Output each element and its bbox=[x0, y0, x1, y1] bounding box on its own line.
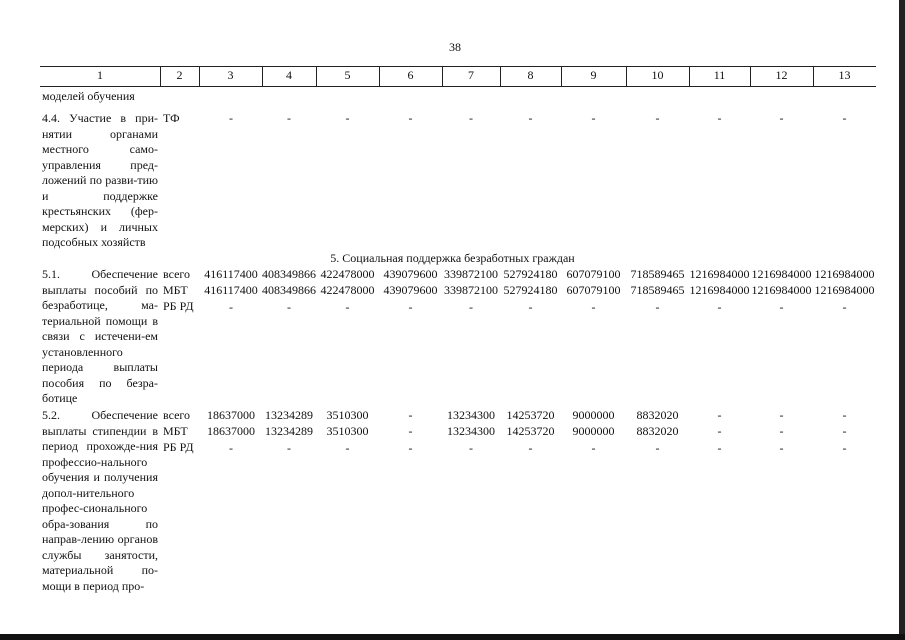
row-5-2-total-value: 18637000 bbox=[207, 408, 255, 422]
row-5-2-total-value: 13234289 bbox=[265, 408, 313, 422]
row-5-2-total-value: 14253720 bbox=[506, 408, 555, 422]
row-5-2-total-value: 13234300 bbox=[447, 408, 495, 422]
row-5-1-mbt-value: 439079600 bbox=[383, 283, 438, 297]
header-cell-11: 11 bbox=[713, 68, 726, 82]
scan-edge-bottom bbox=[0, 634, 905, 640]
row-4-4-value: - bbox=[345, 111, 350, 125]
page-number: 38 bbox=[449, 40, 461, 54]
row-5-2-mbt-value: 8832020 bbox=[636, 424, 679, 438]
header-cell-5: 5 bbox=[344, 68, 351, 82]
row-4-4-value: - bbox=[717, 111, 722, 125]
row-5-2-total-value: - bbox=[717, 408, 722, 422]
row-5-1-total-value: 416117400 bbox=[204, 267, 258, 281]
row-5-2-rb-value: - bbox=[528, 441, 533, 455]
row-5-1-rb-value: - bbox=[591, 300, 596, 314]
row-4-4-value: - bbox=[528, 111, 533, 125]
row-5-2-mbt-value: 9000000 bbox=[572, 424, 615, 438]
row-5-2-rb-value: - bbox=[779, 441, 784, 455]
row-5-2-total-value: - bbox=[842, 408, 847, 422]
row-5-1-rb-value: - bbox=[779, 300, 784, 314]
row-5-2-label-rb: РБ РД bbox=[163, 440, 194, 454]
row-5-2-description: 5.2. Обеспечение выплаты стипендии в период прохожде-ния профессио-нального обучения и получения допол-нительного профес-сионального обра-зования по направ-лению органов службы занятости, материальной по-мощи в период про- bbox=[42, 408, 158, 593]
header-cell-12: 12 bbox=[775, 68, 788, 82]
row-5-2-mbt-value: 18637000 bbox=[207, 424, 255, 438]
row-4-4-description: 4.4. Участие в при-нятии органами местного само-управления пред-ложений по разви-тию и поддержке крестьянских (фер-мерских) и личных подсобных хозяйств bbox=[42, 111, 158, 249]
row-5-1-mbt-value: 607079100 bbox=[566, 283, 621, 297]
row-5-2-rb-value: - bbox=[408, 441, 413, 455]
row-5-1-total-value: 1216984000 bbox=[751, 267, 812, 281]
row-5-1-total-value: 1216984000 bbox=[689, 267, 750, 281]
row-5-1-total-value: 439079600 bbox=[383, 267, 438, 281]
row-5-1-rb-value: - bbox=[345, 300, 350, 314]
row-5-1-rb-value: - bbox=[655, 300, 660, 314]
row-4-4-value: - bbox=[591, 111, 596, 125]
row-5-2-label-total: всего bbox=[163, 408, 191, 422]
row-5-1-mbt-value: 1216984000 bbox=[689, 283, 750, 297]
row-5-1-total-value: 408349866 bbox=[262, 267, 316, 281]
row-4-4-value: - bbox=[779, 111, 784, 125]
row-5-2-mbt-value: - bbox=[779, 424, 784, 438]
row-5-2-rb-value: - bbox=[591, 441, 596, 455]
row-5-2-rb-value: - bbox=[229, 441, 233, 455]
row-4-4-value: - bbox=[842, 111, 847, 125]
row-5-2-total-value: - bbox=[408, 408, 413, 422]
row-5-2-rb-value: - bbox=[655, 441, 660, 455]
row-5-2-label-mbt: МБТ bbox=[163, 424, 188, 438]
row-4-4-value: - bbox=[229, 111, 233, 125]
row-5-1-label-mbt: МБТ bbox=[163, 283, 188, 297]
scan-edge-right bbox=[899, 0, 905, 640]
row-5-1-rb-value: - bbox=[842, 300, 847, 314]
row-5-1-rb-value: - bbox=[469, 300, 473, 314]
row-4-4-value: - bbox=[655, 111, 660, 125]
row-5-1-mbt-value: 339872100 bbox=[444, 283, 498, 297]
header-cell-2: 2 bbox=[176, 68, 183, 82]
header-cell-9: 9 bbox=[590, 68, 597, 82]
row-5-1-total-value: 718589465 bbox=[630, 267, 685, 281]
row-5-1-rb-value: - bbox=[408, 300, 413, 314]
row-5-1-mbt-value: 408349866 bbox=[262, 283, 316, 297]
row-5-2-mbt-value: - bbox=[408, 424, 413, 438]
header-cell-13: 13 bbox=[838, 68, 851, 82]
header-cell-4: 4 bbox=[286, 68, 292, 82]
row-5-2-total-value: 8832020 bbox=[636, 408, 679, 422]
row-5-2-mbt-value: 13234300 bbox=[447, 424, 495, 438]
row-5-1-rb-value: - bbox=[287, 300, 291, 314]
row-5-1-total-value: 607079100 bbox=[566, 267, 621, 281]
row-5-1-total-value: 1216984000 bbox=[814, 267, 875, 281]
row-5-1-description: 5.1. Обеспечение выплаты пособий по безработице, ма-териальной помощи в связи с истечени-ем установленного периода выплаты пособия по безра-ботице bbox=[42, 267, 158, 405]
row-5-1-total-value: 422478000 bbox=[320, 267, 375, 281]
row-5-1-rb-value: - bbox=[717, 300, 722, 314]
row-5-2-mbt-value: 13234289 bbox=[265, 424, 313, 438]
row-5-1-total-value: 339872100 bbox=[444, 267, 498, 281]
row-5-1-mbt-value: 527924180 bbox=[503, 283, 558, 297]
row-4-4-value: - bbox=[469, 111, 473, 125]
header-cell-1: 1 bbox=[97, 68, 103, 82]
row-5-1-total-value: 527924180 bbox=[503, 267, 558, 281]
row-5-2-mbt-value: - bbox=[842, 424, 847, 438]
row-5-2-rb-value: - bbox=[717, 441, 722, 455]
row-5-1-mbt-value: 718589465 bbox=[630, 283, 685, 297]
row-5-1-mbt-value: 1216984000 bbox=[814, 283, 875, 297]
header-bottom-rule bbox=[40, 86, 876, 87]
row-5-1-label-rb: РБ РД bbox=[163, 299, 194, 313]
row-5-1-rb-value: - bbox=[528, 300, 533, 314]
header-cell-8: 8 bbox=[527, 68, 534, 82]
row-5-2-total-value: 3510300 bbox=[326, 408, 369, 422]
header-cell-6: 6 bbox=[407, 68, 414, 82]
row-5-2-total-value: 9000000 bbox=[572, 408, 615, 422]
row-5-2-total-value: - bbox=[779, 408, 784, 422]
header-cell-10: 10 bbox=[651, 68, 664, 82]
row-5-1-mbt-value: 1216984000 bbox=[751, 283, 812, 297]
row-5-1-rb-value: - bbox=[229, 300, 233, 314]
row-4-4-value: - bbox=[287, 111, 291, 125]
row-5-1-label-total: всего bbox=[163, 267, 191, 281]
row-5-2-mbt-value: - bbox=[717, 424, 722, 438]
header-cell-3: 3 bbox=[227, 68, 234, 82]
row-5-1-mbt-value: 422478000 bbox=[320, 283, 375, 297]
header-cell-7: 7 bbox=[468, 68, 474, 82]
row-5-2-mbt-value: 14253720 bbox=[506, 424, 555, 438]
row-4-4-value: - bbox=[408, 111, 413, 125]
row-5-2-mbt-value: 3510300 bbox=[326, 424, 369, 438]
row-4-4-source: ТФ bbox=[163, 111, 180, 125]
row-5-2-rb-value: - bbox=[345, 441, 350, 455]
row-5-2-rb-value: - bbox=[842, 441, 847, 455]
row-5-1-mbt-value: 416117400 bbox=[204, 283, 258, 297]
row-5-2-rb-value: - bbox=[469, 441, 473, 455]
row-5-2-rb-value: - bbox=[287, 441, 291, 455]
carry-over-text: моделей обучения bbox=[42, 89, 135, 103]
section-5-title: 5. Социальная поддержка безработных граждан bbox=[330, 251, 575, 265]
